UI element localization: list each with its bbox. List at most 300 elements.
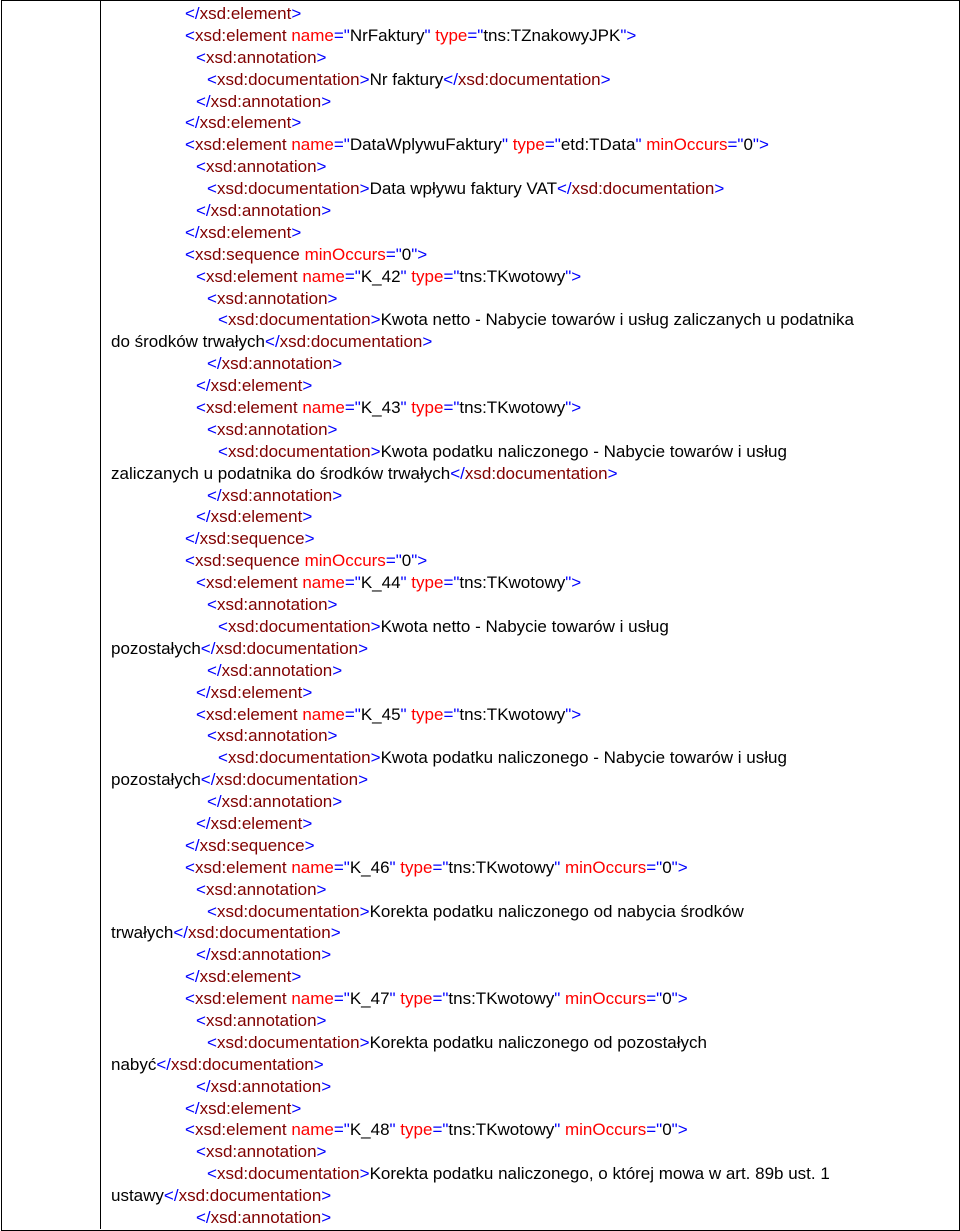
code-token: > [359, 69, 370, 89]
code-line [111, 244, 953, 266]
code-token: > [370, 748, 381, 768]
code-token: xsd:annotation [210, 1207, 322, 1227]
code-line [111, 1010, 953, 1032]
code-token: nabyć [111, 1054, 157, 1074]
code-token: > [321, 1186, 332, 1206]
code-token: =" [344, 398, 361, 418]
code-token: xsd:documentation [216, 69, 360, 89]
code-token: xsd:annotation [216, 726, 328, 746]
code-token: =" [443, 704, 460, 724]
code-token: </ [185, 113, 200, 133]
code-token: =" [344, 573, 361, 593]
code-token: </ [207, 792, 222, 812]
code-line [111, 178, 953, 200]
code-token: </ [200, 770, 216, 790]
code-token: K_46 [349, 857, 390, 877]
code-token: =" [333, 135, 350, 155]
code-token: </ [200, 638, 216, 658]
code-token: </ [185, 4, 200, 23]
code-token: </ [207, 660, 222, 680]
code-token: < [185, 989, 195, 1009]
code-token: xsd:documentation [227, 748, 371, 768]
code-token: xsd:annotation [210, 91, 322, 111]
code-token: K_44 [360, 573, 401, 593]
code-token: xsd:documentation [216, 1164, 360, 1184]
code-token: > [302, 813, 313, 833]
code-token: =" [544, 135, 561, 155]
code-token: > [321, 201, 332, 221]
code-token: > [321, 91, 332, 111]
code-token: " [389, 1120, 401, 1140]
code-token: K_45 [360, 704, 401, 724]
code-token: xsd:element [210, 507, 303, 527]
code-token: =" [443, 573, 460, 593]
code-token: > [370, 616, 381, 636]
code-token: </ [185, 835, 200, 855]
code-token: type [411, 704, 444, 724]
code-token: xsd:element [210, 376, 303, 396]
code-token: etd:TData [560, 135, 636, 155]
code-token: "> [565, 266, 582, 286]
code-token: xsd:element [194, 989, 292, 1009]
code-token: > [316, 879, 327, 899]
xsd-code-block [111, 3, 953, 1229]
code-token: =" [443, 266, 460, 286]
code-token: "> [671, 1120, 688, 1140]
code-token: < [207, 1032, 217, 1052]
code-token: " [554, 857, 565, 877]
code-token: xsd:annotation [205, 157, 317, 177]
code-token: =" [467, 25, 484, 45]
code-token: > [332, 354, 343, 374]
code-token: tns:TKwotowy [459, 573, 566, 593]
code-line [111, 156, 953, 178]
code-token: < [196, 573, 206, 593]
code-token: ustawy [111, 1186, 164, 1206]
code-token: =" [333, 857, 350, 877]
code-token: > [358, 638, 369, 658]
code-token: < [207, 419, 217, 439]
code-token: > [422, 332, 433, 352]
code-token: > [304, 835, 315, 855]
code-line [111, 835, 953, 857]
code-token: xsd:sequence [194, 551, 305, 571]
code-token: > [291, 113, 302, 133]
code-token: type [411, 266, 444, 286]
code-token: </ [196, 201, 211, 221]
code-line [111, 266, 953, 288]
code-line [111, 616, 953, 638]
code-token: > [327, 595, 338, 615]
code-line [111, 419, 953, 441]
code-token: xsd:annotation [205, 1010, 317, 1030]
code-line [111, 572, 953, 594]
code-line [111, 966, 953, 988]
code-token: < [185, 857, 195, 877]
code-line [111, 1207, 953, 1229]
code-token: xsd:annotation [205, 879, 317, 899]
code-token: > [359, 1164, 370, 1184]
code-line [111, 506, 953, 528]
code-line [111, 813, 953, 835]
code-token: < [218, 441, 228, 461]
code-token: 0 [662, 989, 672, 1009]
code-token: xsd:element [199, 4, 292, 23]
code-token: </ [196, 1207, 211, 1227]
code-token: </ [173, 923, 189, 943]
code-token: < [185, 25, 195, 45]
code-token: Kwota podatku naliczonego - Nabycie towarów i usług [380, 441, 787, 461]
code-token: =" [344, 704, 361, 724]
code-line [111, 200, 953, 222]
code-token: xsd:sequence [199, 529, 305, 549]
code-token: "> [411, 551, 428, 571]
code-token: minOccurs [564, 857, 647, 877]
code-line [111, 134, 953, 156]
code-token: "> [565, 573, 582, 593]
code-token: tns:TKwotowy [459, 266, 566, 286]
code-token: > [316, 1142, 327, 1162]
code-token: tns:TKwotowy [459, 398, 566, 418]
code-token: xsd:documentation [215, 638, 359, 658]
code-token: > [330, 923, 341, 943]
code-token: tns:TKwotowy [459, 704, 566, 724]
code-token: xsd:element [199, 1098, 292, 1118]
code-token: > [291, 967, 302, 987]
code-line [111, 47, 953, 69]
code-token: xsd:annotation [210, 1076, 322, 1096]
code-token: < [207, 901, 217, 921]
code-token: > [359, 179, 370, 199]
code-token: " [554, 989, 565, 1009]
code-token: > [316, 1010, 327, 1030]
code-token: pozostałych [111, 770, 201, 790]
code-token: </ [196, 682, 211, 702]
code-token: name [302, 573, 345, 593]
code-token: </ [163, 1186, 179, 1206]
code-token: </ [156, 1054, 172, 1074]
code-token: " [635, 135, 647, 155]
code-token: </ [185, 529, 200, 549]
code-token: < [196, 157, 206, 177]
code-token: xsd:element [210, 813, 303, 833]
code-token: "> [671, 857, 688, 877]
code-token: Data wpływu faktury VAT [369, 179, 557, 199]
code-token: > [359, 1032, 370, 1052]
code-token: xsd:annotation [210, 201, 322, 221]
code-token: </ [196, 945, 211, 965]
code-token: xsd:documentation [216, 179, 360, 199]
code-token: " [400, 266, 412, 286]
code-token: 0 [401, 244, 412, 264]
code-token: xsd:element [205, 398, 303, 418]
code-token: Nr faktury [369, 69, 444, 89]
code-token: < [207, 288, 217, 308]
code-token: xsd:documentation [227, 310, 371, 330]
code-token: </ [196, 813, 211, 833]
code-token: > [358, 770, 369, 790]
code-line [111, 397, 953, 419]
code-line [111, 112, 953, 134]
code-token: </ [556, 179, 572, 199]
code-token: > [370, 441, 381, 461]
code-token: > [359, 901, 370, 921]
code-line [111, 769, 953, 791]
code-token: "> [565, 398, 582, 418]
code-token: xsd:documentation [227, 441, 371, 461]
code-line [111, 441, 953, 463]
code-token: xsd:element [199, 113, 292, 133]
code-token: =" [333, 25, 350, 45]
code-token: pozostałych [111, 638, 201, 658]
code-token: xsd:element [194, 857, 292, 877]
code-line [111, 463, 953, 485]
code-token: xsd:annotation [210, 945, 322, 965]
code-token: =" [385, 244, 402, 264]
code-token: =" [727, 135, 744, 155]
code-line [111, 331, 953, 353]
code-token: > [327, 726, 338, 746]
code-token: > [302, 682, 313, 702]
code-token: name [302, 704, 345, 724]
code-token: " [554, 1120, 565, 1140]
code-token: Korekta podatku naliczonego, o której mowa w art. 89b ust. 1 [369, 1164, 830, 1184]
code-line [111, 1032, 953, 1054]
code-token: xsd:sequence [194, 244, 305, 264]
code-token: minOccurs [304, 551, 386, 571]
code-token: </ [196, 91, 211, 111]
code-token: </ [185, 967, 200, 987]
code-token: name [291, 135, 334, 155]
code-token: > [302, 376, 313, 396]
code-token: =" [646, 1120, 663, 1140]
code-line [111, 1076, 953, 1098]
code-token: =" [333, 1120, 350, 1140]
code-token: trwałych [111, 923, 174, 943]
code-token: name [291, 1120, 334, 1140]
code-token: xsd:documentation [215, 770, 359, 790]
code-token: xsd:element [194, 1120, 292, 1140]
code-token: =" [432, 989, 449, 1009]
code-token: 0 [662, 1120, 672, 1140]
code-token: < [185, 244, 195, 264]
code-token: name [291, 857, 334, 877]
code-line [111, 288, 953, 310]
code-token: type [400, 857, 433, 877]
code-token: type [400, 989, 433, 1009]
code-token: xsd:documentation [178, 1186, 322, 1206]
code-token: name [302, 266, 345, 286]
code-token: "> [752, 135, 769, 155]
code-token: > [327, 419, 338, 439]
code-token: =" [443, 398, 460, 418]
code-token: < [207, 179, 217, 199]
code-token: minOccurs [304, 244, 386, 264]
code-token: " [400, 704, 412, 724]
code-line [111, 879, 953, 901]
code-token: > [291, 222, 302, 242]
code-token: tns:TKwotowy [448, 1120, 555, 1140]
code-token: </ [196, 376, 211, 396]
code-token: NrFaktury [349, 25, 425, 45]
code-line [111, 528, 953, 550]
code-token: type [400, 1120, 433, 1140]
code-line [111, 3, 953, 25]
code-token: > [291, 4, 302, 23]
code-token: " [501, 135, 513, 155]
code-line [111, 1098, 953, 1120]
code-token: type [512, 135, 545, 155]
code-line [111, 25, 953, 47]
code-token: 0 [743, 135, 753, 155]
code-token: =" [646, 989, 663, 1009]
code-line [111, 944, 953, 966]
code-line [111, 69, 953, 91]
code-token: K_43 [360, 398, 401, 418]
code-token: xsd:documentation [457, 69, 601, 89]
code-token: xsd:annotation [216, 595, 328, 615]
code-line [111, 725, 953, 747]
code-token: minOccurs [564, 1120, 647, 1140]
code-token: K_42 [360, 266, 401, 286]
code-token: xsd:documentation [216, 901, 360, 921]
code-token: > [321, 1207, 332, 1227]
code-token: < [196, 398, 206, 418]
code-token: < [196, 47, 206, 67]
code-line [111, 550, 953, 572]
code-token: xsd:documentation [279, 332, 423, 352]
code-token: xsd:annotation [221, 354, 333, 374]
code-token: </ [207, 354, 222, 374]
code-token: =" [333, 989, 350, 1009]
code-token: > [600, 69, 611, 89]
code-token: < [196, 1010, 206, 1030]
code-token: DataWplywuFaktury [349, 135, 502, 155]
code-token: "> [671, 989, 688, 1009]
code-token: name [302, 398, 345, 418]
code-line [111, 1185, 953, 1207]
code-token: Korekta podatku naliczonego od nabycia środków [369, 901, 744, 921]
code-token: xsd:annotation [216, 419, 328, 439]
code-token: xsd:documentation [171, 1054, 314, 1074]
code-token: < [196, 704, 206, 724]
code-token: > [714, 179, 725, 199]
code-line [111, 704, 953, 726]
code-token: > [321, 1076, 332, 1096]
code-token: > [332, 792, 343, 812]
code-token: xsd:element [205, 704, 303, 724]
code-token: > [316, 47, 327, 67]
code-token: xsd:annotation [221, 485, 333, 505]
code-token: xsd:element [194, 135, 292, 155]
code-line [111, 791, 953, 813]
code-token: " [389, 857, 401, 877]
code-token: < [207, 595, 217, 615]
code-line [111, 660, 953, 682]
code-token: type [411, 398, 444, 418]
code-token: > [316, 157, 327, 177]
code-token: Korekta podatku naliczonego od pozostałych [369, 1032, 707, 1052]
code-token: type [411, 573, 444, 593]
code-token: Kwota netto - Nabycie towarów i usług [380, 616, 669, 636]
code-token: K_48 [349, 1120, 390, 1140]
code-token: </ [450, 463, 465, 483]
code-line [111, 1141, 953, 1163]
code-token: </ [185, 1098, 200, 1118]
code-line [111, 901, 953, 923]
code-token: =" [385, 551, 402, 571]
code-token: xsd:sequence [199, 835, 305, 855]
code-token: > [291, 1098, 302, 1118]
code-line [111, 1163, 953, 1185]
code-line [111, 353, 953, 375]
code-token: "> [411, 244, 428, 264]
code-token: > [304, 529, 315, 549]
code-token: xsd:annotation [221, 792, 333, 812]
code-token: < [185, 1120, 195, 1140]
code-token: </ [196, 1076, 211, 1096]
code-token: < [207, 69, 217, 89]
code-token: < [218, 310, 228, 330]
code-token: name [291, 25, 334, 45]
code-token: =" [344, 266, 361, 286]
code-token: > [302, 507, 313, 527]
code-token: xsd:annotation [216, 288, 328, 308]
code-line [111, 309, 953, 331]
code-token: K_47 [349, 989, 390, 1009]
code-token: xsd:annotation [205, 47, 317, 67]
code-token: zaliczanych u podatnika do środków trwałych [111, 463, 451, 483]
code-token: tns:TZnakowyJPK [483, 25, 621, 45]
code-token: </ [443, 69, 458, 89]
code-token: xsd:element [205, 266, 303, 286]
code-token: "> [620, 25, 637, 45]
code-token: =" [432, 857, 449, 877]
code-token: < [185, 135, 195, 155]
code-token: < [218, 748, 228, 768]
code-token: Kwota podatku naliczonego - Nabycie towarów i usług [380, 748, 787, 768]
code-token: > [332, 660, 343, 680]
code-token: =" [646, 857, 663, 877]
code-line [111, 485, 953, 507]
code-token: </ [185, 222, 200, 242]
code-token: </ [207, 485, 222, 505]
code-token: name [291, 989, 334, 1009]
code-token: xsd:documentation [227, 616, 371, 636]
code-line [111, 922, 953, 944]
code-token: </ [265, 332, 280, 352]
code-line [111, 988, 953, 1010]
code-token: < [196, 879, 206, 899]
code-token: xsd:documentation [216, 1032, 360, 1052]
code-line [111, 638, 953, 660]
code-token: " [424, 25, 436, 45]
code-token: < [218, 616, 228, 636]
code-line [111, 375, 953, 397]
code-token: xsd:documentation [571, 179, 715, 199]
code-token: type [435, 25, 468, 45]
code-token: Kwota netto - Nabycie towarów i usług zaliczanych u podatnika [380, 310, 854, 330]
code-token: > [327, 288, 338, 308]
code-token: xsd:element [199, 967, 292, 987]
code-token: > [370, 310, 381, 330]
code-token: xsd:element [210, 682, 303, 702]
code-token: =" [432, 1120, 449, 1140]
code-token: < [207, 726, 217, 746]
code-token: " [400, 398, 412, 418]
code-token: xsd:documentation [464, 463, 608, 483]
code-token: tns:TKwotowy [448, 989, 555, 1009]
